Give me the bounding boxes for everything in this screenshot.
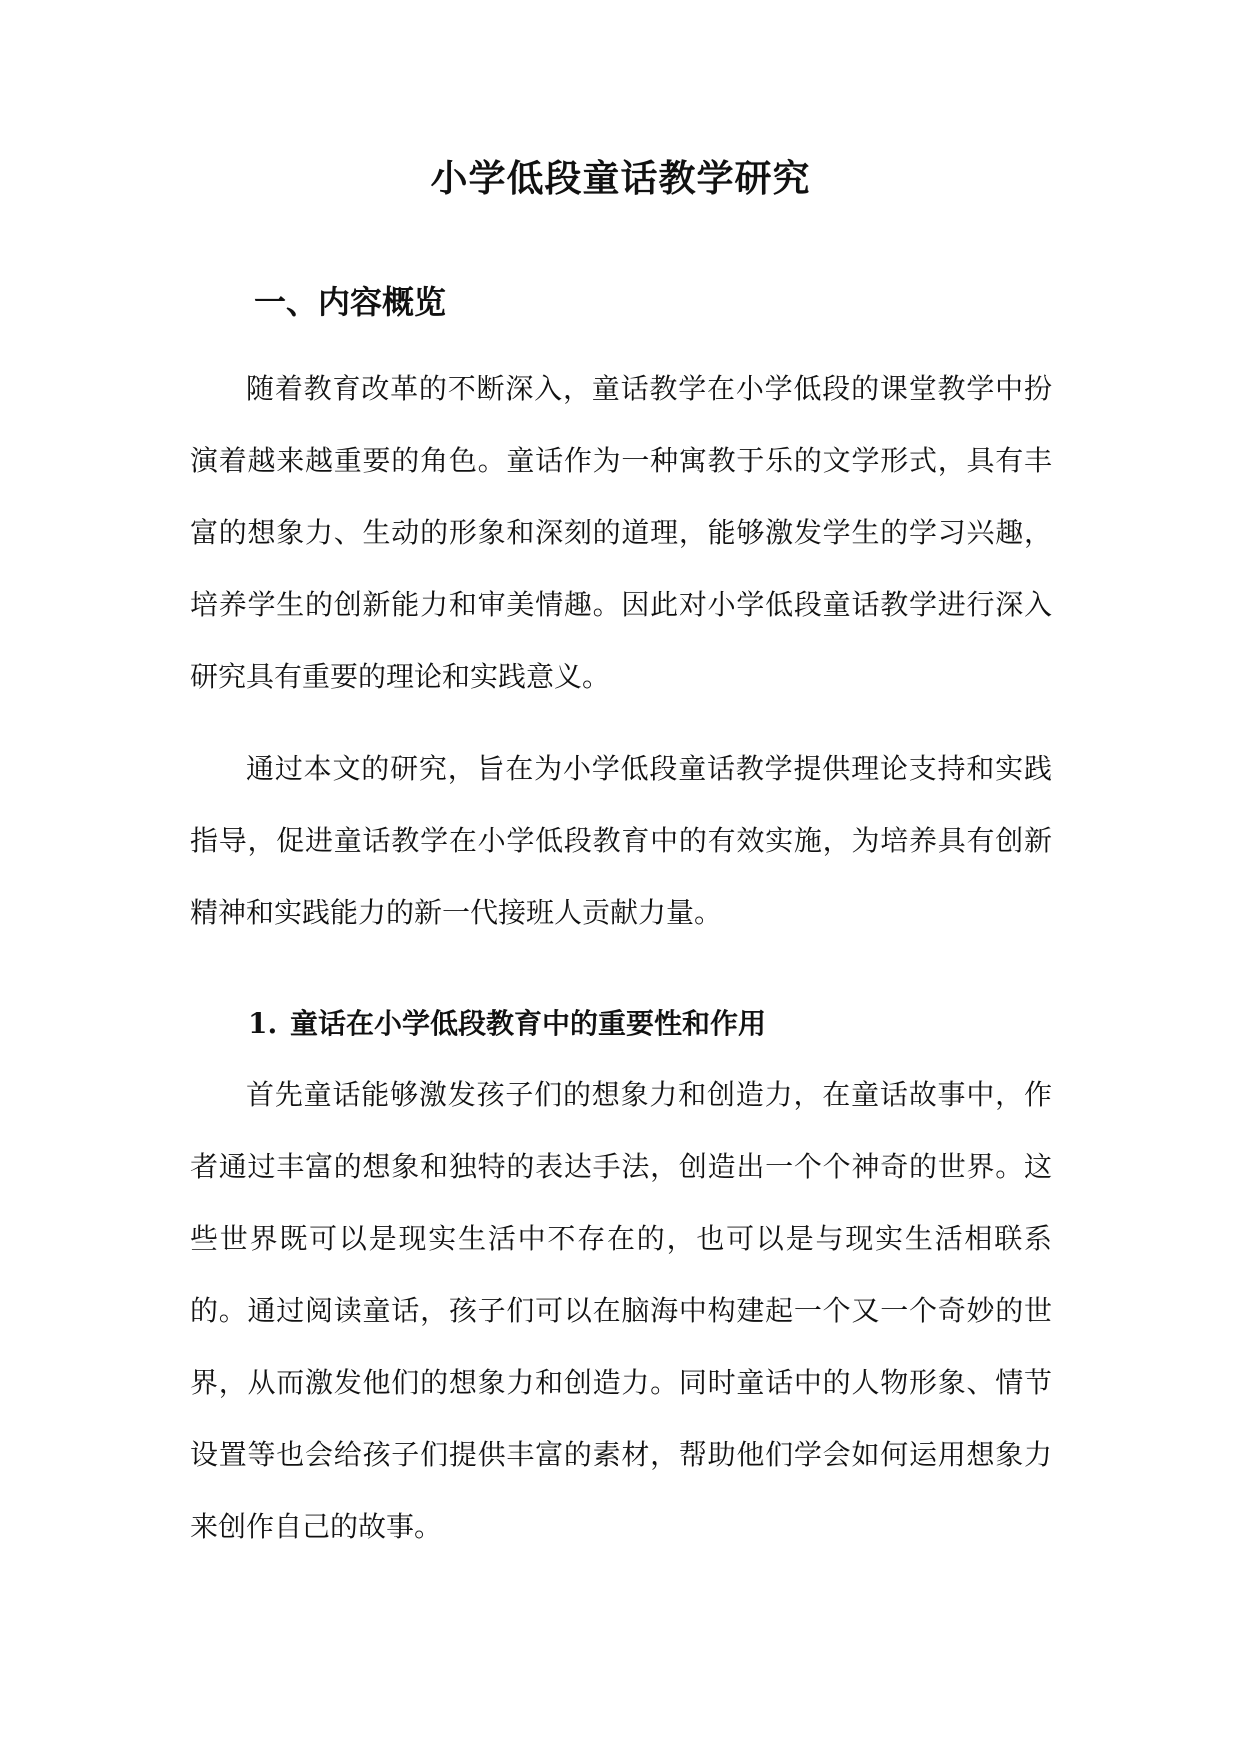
subsection-title: 童话在小学低段教育中的重要性和作用 (290, 1007, 767, 1040)
paragraph-overview-1: 随着教育改革的不断深入，童话教学在小学低段的课堂教学中扮演着越来越重要的角色。童话作为一种寓教于乐的文学形式，具有丰富的想象力、生动的形象和深刻的道理，能够激发学生的学习兴趣，培养学生的创新能力和审美情趣。因此对小学低段童话教学进行深入研究具有重要的理论和实践意义。 (190, 372, 1052, 693)
subsection-number: 1. (248, 1007, 278, 1040)
paragraph-overview-2: 通过本文的研究，旨在为小学低段童话教学提供理论支持和实践指导，促进童话教学在小学低段教育中的有效实施，为培养具有创新精神和实践能力的新一代接班人贡献力量。 (190, 752, 1052, 929)
paragraph-subsection-1: 首先童话能够激发孩子们的想象力和创造力，在童话故事中，作者通过丰富的想象和独特的表达手法，创造出一个个神奇的世界。这些世界既可以是现实生活中不存在的，也可以是与现实生活相联系的。通过阅读童话，孩子们可以在脑海中构建起一个又一个奇妙的世界，从而激发他们的想象力和创造力。同时童话中的人物形象、情节设置等也会给孩子们提供丰富的素材，帮助他们学会如何运用想象力来创作自己的故事。 (190, 1078, 1052, 1543)
section-heading-overview: 一、内容概览 (254, 283, 447, 321)
subsection-heading (248, 1002, 766, 1046)
document-title: 小学低段童话教学研究 (430, 156, 811, 200)
